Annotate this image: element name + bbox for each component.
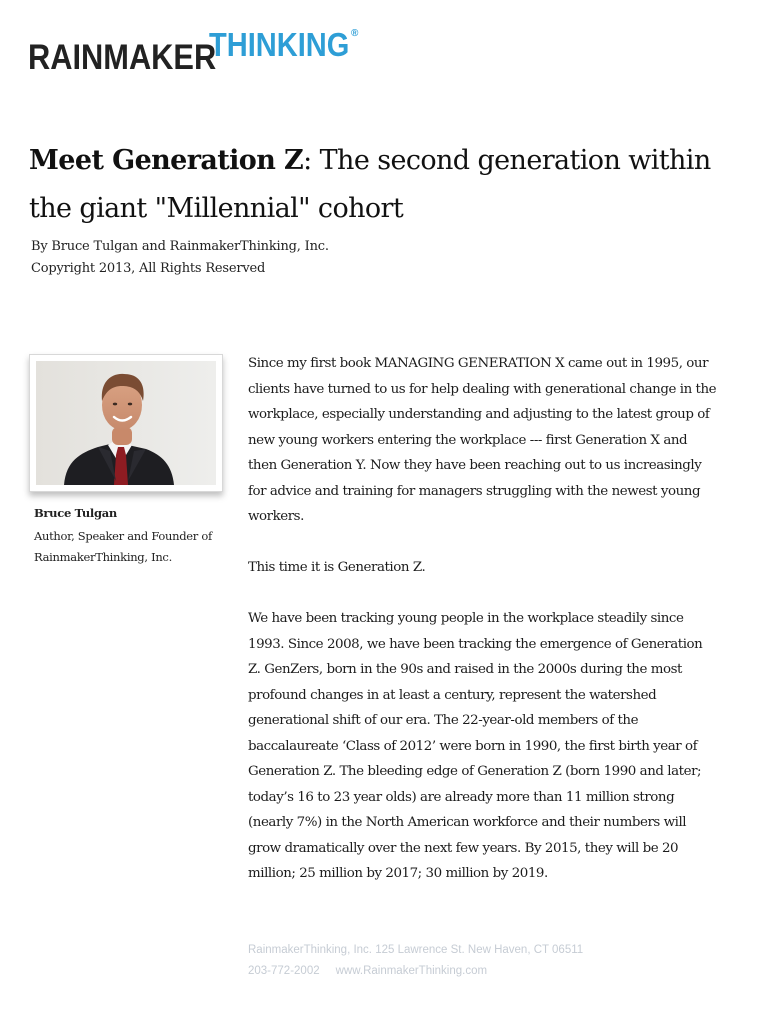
logo-rainmaker-text: RAINMAKER <box>28 38 217 77</box>
article-copyright: Copyright 2013, All Rights Reserved <box>31 261 266 276</box>
author-caption <box>34 503 234 568</box>
body-paragraph-2: This time it is Generation Z. <box>248 560 426 575</box>
page-footer <box>248 940 583 982</box>
author-photo <box>36 361 216 485</box>
logo-registered-mark: ® <box>351 28 359 39</box>
article-byline-block <box>31 236 329 280</box>
footer-address: RainmakerThinking, Inc. 125 Lawrence St. New Haven, CT 06511 <box>248 944 584 956</box>
author-name: Bruce Tulgan <box>34 506 117 520</box>
article-byline: By Bruce Tulgan and RainmakerThinking, Inc. <box>31 239 329 254</box>
footer-contact: 203-772-2002 www.RainmakerThinking.com <box>248 965 488 977</box>
article-title-rest: : The second generation within the giant "Millennial" cohort <box>29 145 711 224</box>
author-photo-frame <box>29 354 223 492</box>
rainmaker-thinking-logo <box>28 26 358 76</box>
article-body <box>248 351 718 912</box>
body-paragraph-3: We have been tracking young people in the workplace steadily since 1993. Since 2008, we have been tracking the emergence of Generation Z. GenZers, born in the 90s and raised in the 2000s during the most profound changes in at least a century, represent the watershed generational shift of our era. The 22-year-old members of the baccalaureate ‘Class of 2012’ were born in 1990, the first birth year of Generation Z. The bleeding edge of Generation Z (born 1990 and later; today’s 16 to 23 year olds) are already more than 11 million strong (nearly 7%) in the North American workforce and their numbers will grow dramatically over the next few years. By 2015, they will be 20 million; 25 million by 2017; 30 million by 2019. <box>248 611 703 881</box>
author-description: Author, Speaker and Founder of RainmakerThinking, Inc. <box>34 529 212 564</box>
body-paragraph-1: Since my first book MANAGING GENERATION X came out in 1995, our clients have turned to us for help dealing with generational change in the workplace, especially understanding and adjusting to the latest group of new young workers entering the workplace --- first Generation X and then Generation Y. Now they have been reaching out to us increasingly for advice and training for managers struggling with the newest young workers. <box>248 356 717 524</box>
article-title-bold: Meet Generation Z <box>29 145 304 176</box>
article-title <box>29 137 729 233</box>
logo-thinking-text: THINKING <box>209 26 350 63</box>
